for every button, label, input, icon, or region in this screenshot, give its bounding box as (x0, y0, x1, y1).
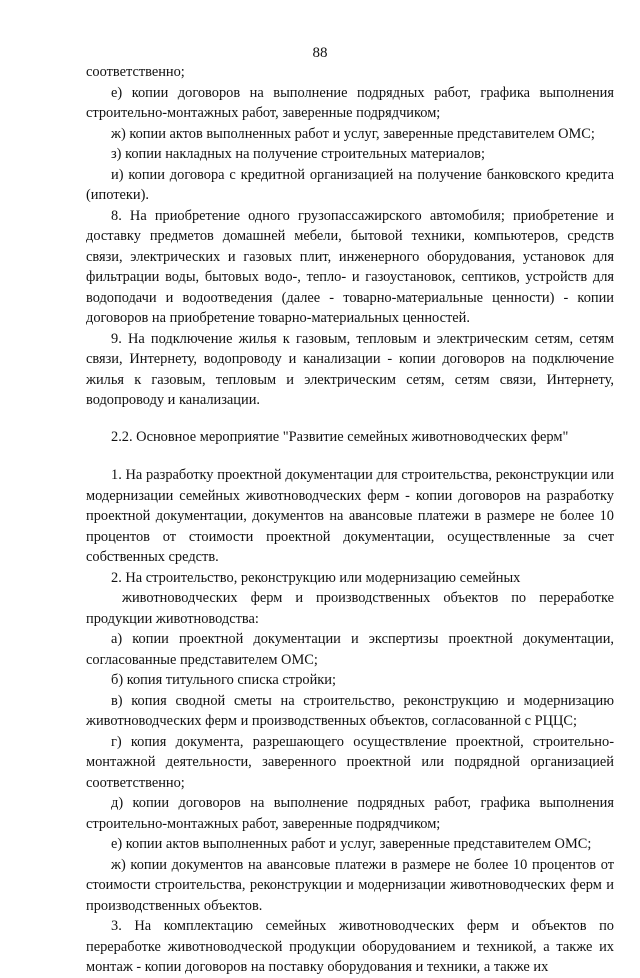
item-b-title-list: б) копия титульного списка стройки; (111, 672, 336, 688)
item-zh-advance: ж) копии документов на авансовые платежи в размере не более 10 процентов от стоимости строительства, реконструкции и модернизации животноводческих ферм и производственных объектов. (86, 856, 614, 914)
paragraph-8: 8. На приобретение одного грузопассажирского автомобиля; приобретение и доставку предметов домашней мебели, бытовой техники, компьютеров, средств связи, электрических и газовых плит, инженерного оборудования, установок для фильтрации воды, бытовых водо-, тепло- и газоустановок, септиков, устройств для водоподачи и водоотведения (далее - товарно-материальные ценности) - копии договоров на приобретение товарно-материальных ценностей. (86, 207, 614, 326)
item-i-credit: и) копии договора с кредитной организацией на получение банковского кредита (ипотеки). (86, 166, 614, 203)
section-paragraph-2-line-3: продукции животноводства: (86, 610, 259, 627)
item-v-estimate: в) копия сводной сметы на строительство, реконструкцию и модернизацию животноводческих ферм и производственных объектов, согласованной с РЦЦС; (86, 692, 614, 729)
section-paragraph-1: 1. На разработку проектной документации для строительства, реконструкции или модернизации семейных животноводческих ферм - копии договоров на разработку проектной документации, документов на авансовые платежи в размере не более 10 процентов от стоимости проектной документации, осуществленные за счет собственных средств. (86, 467, 614, 565)
document-body (86, 62, 614, 978)
paragraph-9: 9. На подключение жилья к газовым, тепловым и электрическим сетям, сетям связи, Интернету, водопроводу и канализации - копии договоров на подключение жилья к газовым, тепловым и электрическим сетям, сетям связи, Интернету, водопроводу и канализации. (86, 330, 614, 408)
item-a-project-docs: а) копии проектной документации и экспертизы проектной документации, согласованные представителем ОМС; (86, 631, 614, 668)
item-d-contracts: д) копии договоров на выполнение подрядных работ, графика выполнения строительно-монтажных работ, заверенные подрядчиком; (86, 795, 614, 832)
section-paragraph-2-line-2: животноводческих ферм и производственных объектов по переработке (122, 590, 614, 606)
section-paragraph-2-line-1: 2. На строительство, реконструкцию или модернизацию семейных (111, 569, 521, 586)
page-number: 88 (312, 45, 328, 61)
item-g-permit: г) копия документа, разрешающего осуществление проектной, строительно-монтажной деятельности, заверенного проектной или подрядной организацией соответственно; (86, 733, 614, 791)
item-e-contracts: е) копии договоров на выполнение подрядных работ, графика выполнения строительно-монтажных работ, заверенные подрядчиком; (86, 84, 614, 121)
section-heading: 2.2. Основное мероприятие "Развитие семейных животноводческих ферм" (111, 428, 569, 445)
item-zh-acts: ж) копии актов выполненных работ и услуг, заверенные представителем ОМС; (111, 125, 595, 142)
section-paragraph-3: 3. На комплектацию семейных животноводческих ферм и объектов по переработке животноводческой продукции оборудованием и техникой, а также их монтаж - копии договоров на поставку оборудования и техники, а также их (86, 918, 614, 975)
item-e-acts: е) копии актов выполненных работ и услуг, заверенные представителем ОМС; (111, 836, 592, 852)
paragraph-continuation: соответственно; (86, 64, 185, 80)
item-z-invoices: з) копии накладных на получение строительных материалов; (111, 146, 485, 162)
